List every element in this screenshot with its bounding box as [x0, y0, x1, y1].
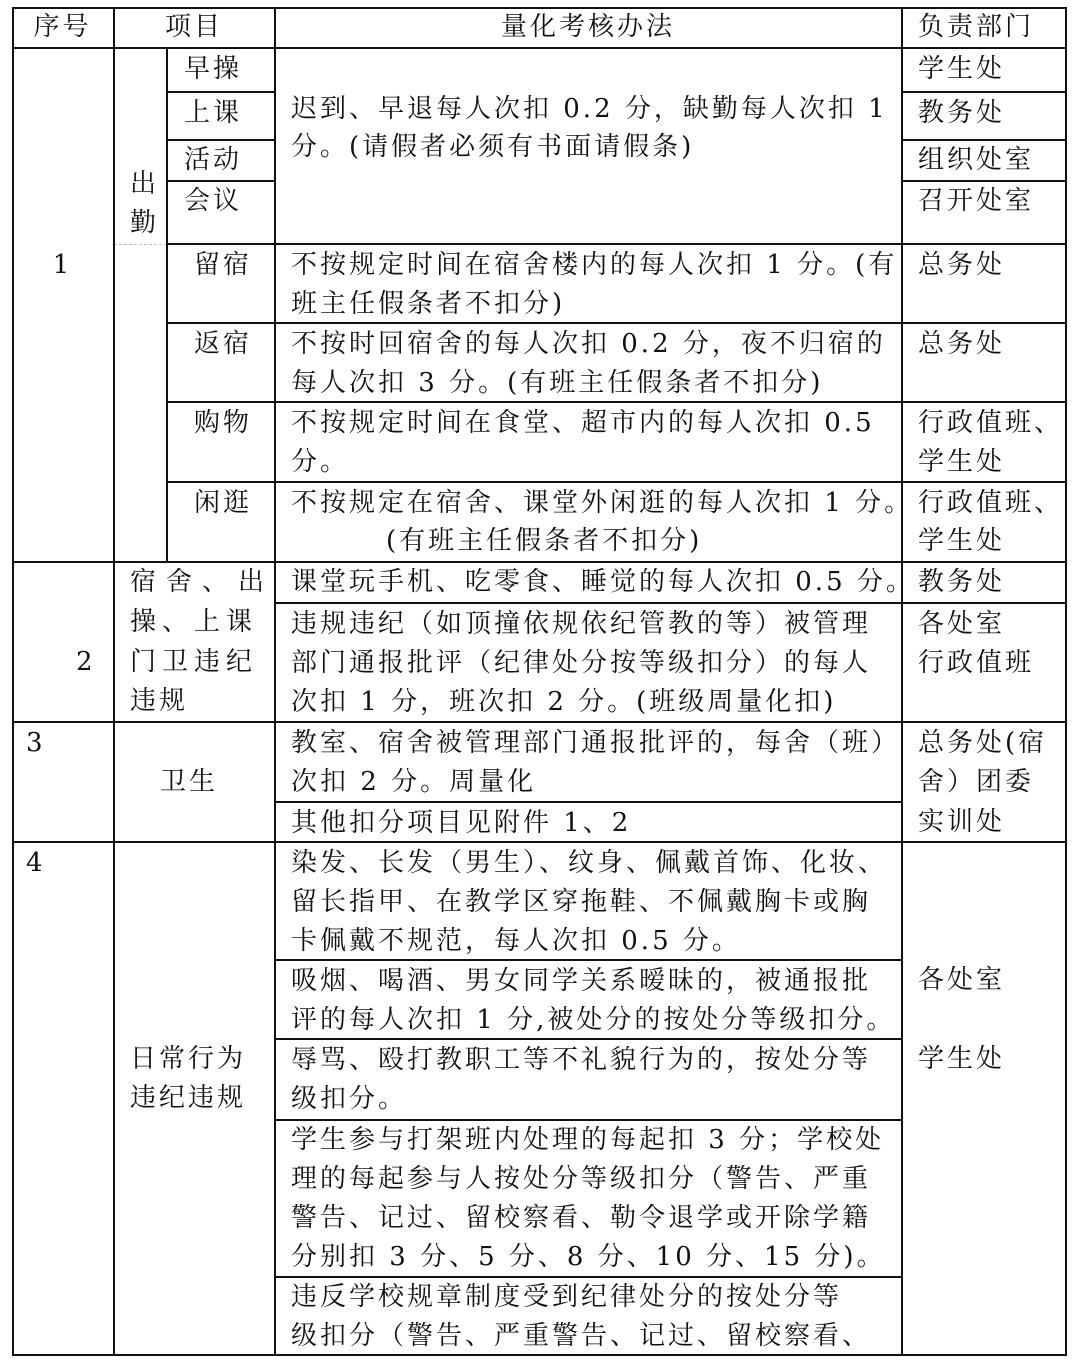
- method-text: 级扣分（警告、严重警告、记过、留校察看、: [291, 1321, 872, 1351]
- method-text: 分。(请假者必须有书面请假条): [291, 132, 695, 162]
- method-text: 班主任假条者不扣分): [291, 289, 566, 319]
- method-text: 违反学校规章制度受到纪律处分的按处分等: [291, 1282, 843, 1312]
- method-text: 染发、长发（男生）、纹身、佩戴首饰、化妆、: [291, 848, 888, 878]
- dashed-divider: [114, 244, 167, 245]
- subitem-label: 上课: [184, 98, 243, 128]
- row-4-category-line: 日常行为: [130, 1044, 247, 1074]
- dept-text: 组织处室: [918, 145, 1035, 175]
- dept-text: 学生处: [918, 526, 1006, 556]
- dept-text: 总务处: [918, 329, 1006, 359]
- row-1-category-line-1: 出: [130, 169, 160, 199]
- row-2-category-line: 操、上课: [130, 607, 259, 637]
- method-text: 留长指甲、在教学区穿拖鞋、不佩戴胸卡或胸: [291, 887, 872, 917]
- header-dept: 负责部门: [918, 12, 1035, 42]
- method-text: 部门通报批评（纪律处分按等级扣分）的每人: [291, 648, 872, 678]
- method-text: 不按规定时间在宿舍楼内的每人次扣 1 分。(有: [291, 250, 898, 280]
- subitem-label: 会议: [184, 186, 243, 216]
- method-text: 次扣 1 分，班次扣 2 分。(班级周量化扣): [291, 687, 837, 717]
- dept-text: 行政值班、: [918, 408, 1064, 438]
- method-text: 级扣分。: [291, 1084, 408, 1114]
- header-bottom-line: [12, 47, 1067, 49]
- row-divider: [275, 602, 1067, 604]
- row-2-category-line: 宿舍、出: [130, 567, 275, 597]
- dept-text: 总务处: [918, 250, 1006, 280]
- subitem-label: 活动: [184, 145, 243, 175]
- subitem-label: 早操: [184, 54, 243, 84]
- row-divider: [167, 91, 275, 93]
- dept-text: 教务处: [918, 98, 1006, 128]
- row-2-category-line: 门卫违纪: [130, 647, 259, 677]
- dept-text: 学生处: [918, 54, 1006, 84]
- subitem-label: 返宿: [194, 329, 253, 359]
- dept-text: 学生处: [918, 447, 1006, 477]
- dept-text: 舍）团委: [918, 767, 1035, 797]
- dept-text: 行政值班、: [918, 488, 1064, 518]
- row-3-no: 3: [26, 728, 46, 758]
- dept-text: 实训处: [918, 807, 1006, 837]
- method-text: 迟到、早退每人次扣 0.2 分，缺勤每人次扣 1: [291, 94, 888, 124]
- subitem-label: 闲逛: [194, 488, 253, 518]
- method-text: 吸烟、喝酒、男女同学关系暧昧的，被通报批: [291, 966, 872, 996]
- row-3-category: 卫生: [160, 767, 219, 797]
- row-1-category-line-2: 勤: [130, 208, 160, 238]
- col-divider: [274, 7, 276, 1356]
- header-method: 量化考核办法: [500, 12, 675, 42]
- method-text: 不按规定在宿舍、课堂外闲逛的每人次扣 1 分。: [291, 488, 914, 518]
- dept-text: 各处室: [918, 609, 1006, 639]
- header-no: 序号: [33, 12, 92, 42]
- method-text: 不按时回宿舍的每人次扣 0.2 分，夜不归宿的: [291, 329, 886, 359]
- border-left: [12, 7, 14, 1356]
- row-divider: [167, 243, 1067, 245]
- method-text: 分。: [291, 447, 350, 477]
- method-text: (有班主任假条者不扣分): [386, 526, 703, 556]
- dept-text: 各处室: [918, 965, 1006, 995]
- method-text: 理的每起参与人按处分等级扣分（警告、严重: [291, 1164, 872, 1194]
- subitem-label: 留宿: [194, 250, 253, 280]
- row-4-no: 4: [26, 848, 46, 878]
- method-text: 警告、记过、留校察看、勒令退学或开除学籍: [291, 1203, 872, 1233]
- col-divider: [166, 47, 168, 563]
- dept-text: 召开处室: [918, 186, 1035, 216]
- method-text: 每人次扣 3 分。(有班主任假条者不扣分): [291, 368, 824, 398]
- col-divider: [113, 7, 115, 1356]
- method-text: 辱骂、殴打教职工等不礼貌行为的，按处分等: [291, 1045, 872, 1075]
- dept-text: 行政值班: [918, 648, 1035, 678]
- border-right: [1065, 7, 1067, 1356]
- header-item: 项目: [164, 12, 223, 42]
- subitem-label: 购物: [194, 408, 253, 438]
- row-2-category-line: 违规: [130, 686, 189, 716]
- row-2-no: 2: [76, 647, 96, 677]
- dept-text: 教务处: [918, 567, 1006, 597]
- method-text: 学生参与打架班内处理的每起扣 3 分；学校处: [291, 1125, 885, 1155]
- method-text: 次扣 2 分。周量化: [291, 767, 537, 797]
- dept-text: 学生处: [918, 1044, 1006, 1074]
- method-text: 其他扣分项目见附件 1、2: [291, 808, 632, 838]
- method-text: 分别扣 3 分、5 分、8 分、10 分、15 分)。: [291, 1242, 886, 1272]
- col-divider: [901, 7, 903, 1356]
- row-4-category-line: 违纪违规: [130, 1083, 247, 1113]
- row-1-no: 1: [52, 250, 73, 280]
- method-text: 违规违纪（如顶撞依规依纪管教的等）被管理: [291, 609, 872, 639]
- method-text: 课堂玩手机、吃零食、睡觉的每人次扣 0.5 分。: [291, 567, 915, 597]
- dept-text: 总务处(宿: [918, 728, 1048, 758]
- method-text: 教室、宿舍被管理部门通报批评的，每舍（班）: [291, 728, 901, 758]
- method-text: 卡佩戴不规范，每人次扣 0.5 分。: [291, 926, 741, 956]
- method-text: 不按规定时间在食堂、超市内的每人次扣 0.5: [291, 408, 875, 438]
- method-text: 评的每人次扣 1 分,被处分的按处分等级扣分。: [291, 1005, 896, 1035]
- row-divider: [902, 91, 1067, 93]
